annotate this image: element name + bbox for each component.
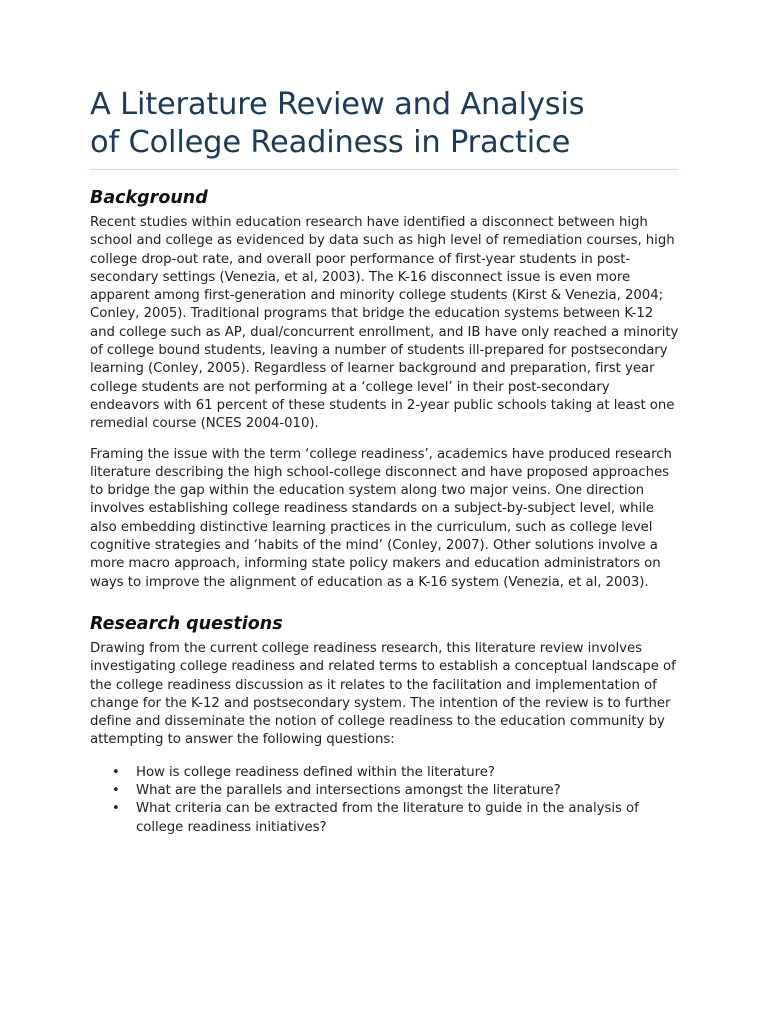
bullet-icon: • (112, 801, 120, 817)
bullet-icon: • (112, 764, 120, 780)
title-line-2: of College Readiness in Practice (90, 125, 571, 160)
research-questions-section (90, 612, 680, 837)
question-text: What criteria can be extracted from the literature to guide in the analysis of college readiness initiatives? (136, 801, 639, 835)
list-item (90, 800, 680, 837)
bullet-icon: • (112, 783, 120, 799)
document-page (90, 86, 680, 837)
list-item (90, 764, 680, 782)
question-text: How is college readiness defined within the literature? (136, 764, 495, 780)
research-questions-paragraph: Drawing from the current college readiness research, this literature review involves investigating college readiness and related terms to establish a conceptual landscape of the college readiness discussion as it relates to the facilitation and implementation of change for the K-12 and postsecondary system. The intention of the review is to further define and disseminate the notion of college readiness to the education community by attempting to answer the following questions: (90, 640, 676, 748)
question-text: What are the parallels and intersections amongst the literature? (136, 783, 561, 799)
background-heading: Background (90, 188, 208, 208)
list-item (90, 782, 680, 800)
background-paragraph-2: Framing the issue with the term ‘college readiness’, academics have produced research literature describing the high school-college disconnect and have proposed approaches to bridge the gap within the education system along two major veins. One direction involves establishing college readiness standards on a subject-by-subject level, while also embedding distinctive learning practices in the curriculum, such as college level cognitive strategies and ‘habits of the mind’ (Conley, 2007). Other solutions involve a more macro approach, informing state policy makers and education administrators on ways to improve the alignment of education as a K-16 system (Venezia, et al, 2003). (90, 446, 672, 590)
research-questions-list (90, 764, 680, 837)
research-questions-heading: Research questions (90, 613, 283, 634)
document-title (90, 86, 680, 169)
background-paragraph-1: Recent studies within education research have identified a disconnect between high school and college as evidenced by data such as high level of remediation courses, high college drop-out rate, and overall poor performance of first-year students in post-secondary settings (Venezia, et al, 2003). The K-16 disconnect issue is even more apparent among first-generation and minority college students (Kirst & Venezia, 2004; Conley, 2005). Traditional programs that bridge the education systems between K-12 and college such as AP, dual/concurrent enrollment, and IB have only reached a minority of college bound students, leaving a number of students ill-prepared for postsecondary learning (Conley, 2005). Regardless of learner background and preparation, first year college students are not performing at a ‘college level’ in their post-secondary endeavors with 61 percent of these students in 2-year public schools taking at least one remedial course (NCES 2004-010). (90, 215, 679, 432)
background-section (90, 186, 680, 592)
title-line-1: A Literature Review and Analysis (90, 87, 585, 122)
title-underline (90, 169, 678, 170)
section-spacer (90, 604, 680, 612)
